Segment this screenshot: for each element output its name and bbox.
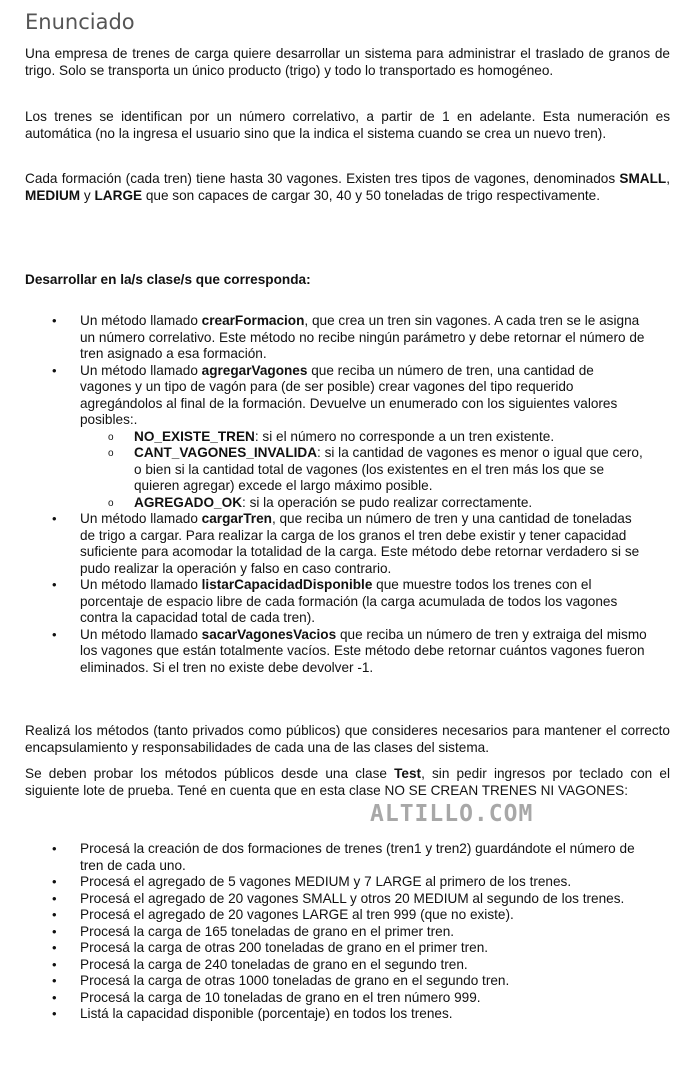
list-item: • Un método llamado sacarVagonesVacios que reciba un número de tren y extraiga del mismo los vagones que están totalmente vacíos. Este método debe retornar cuántos vagones fueron eliminados. Si el tren no existe debe devolver -1.	[0, 627, 648, 677]
section-heading: Desarrollar en la/s clase/s que corresponda:	[25, 272, 311, 287]
list-item: o CANT_VAGONES_INVALIDA: si la cantidad de vagones es menor o igual que cero, o bien si la cantidad total de vagones (los existentes en el tren más los que se quieren agregar) excede el largo máximo posible.	[80, 445, 648, 495]
wagon-types-paragraph: Cada formación (cada tren) tiene hasta 30 vagones. Existen tres tipos de vagones, denominados SMALL, MEDIUM y LARGE que son capaces de cargar 30, 40 y 50 toneladas de trigo respectivamente.	[25, 171, 670, 203]
test-paragraph: Se deben probar los métodos públicos desde una clase Test, sin pedir ingresos por teclado con el siguiente lote de prueba. Tené en cuenta que en esta clase NO SE CREAN TRENES NI VAGONES:	[25, 766, 670, 798]
methods-list	[0, 313, 700, 676]
encapsulation-paragraph: Realizá los métodos (tanto privados como públicos) que consideres necesarios para mantener el correcto encapsulamiento y responsabilidades de cada una de las clases del sistema.	[25, 723, 670, 755]
method-name: agregarVagones	[201, 362, 308, 378]
list-item: • Procesá la carga de 165 toneladas de grano en el primer tren.	[0, 924, 648, 941]
list-item: • Un método llamado cargarTren, que reciba un número de tren y una cantidad de toneladas de trigo a cargar. Para realizar la carga de los granos el tren debe existir y tener capacidad suficiente para acomodar la totalidad de la carga. Este método debe retornar verdadero si se pudo realizar la operación y falso en caso contrario.	[0, 511, 648, 577]
enum-values-list	[80, 429, 648, 512]
small-keyword: SMALL	[619, 171, 667, 186]
list-item: • Procesá el agregado de 20 vagones LARGE al tren 999 (que no existe).	[0, 907, 648, 924]
list-item: o NO_EXISTE_TREN: si el número no corresponde a un tren existente.	[80, 429, 648, 446]
document-title: Enunciado	[25, 10, 135, 34]
method-name: sacarVagonesVacios	[201, 626, 337, 642]
list-item: • Listá la capacidad disponible (porcentaje) en todos los trenes.	[0, 1006, 648, 1023]
numbering-paragraph: Los trenes se identifican por un número correlativo, a partir de 1 en adelante. Esta numeración es automática (no la ingresa el usuario sino que la indica el sistema cuando se crea un nuevo tren).	[25, 109, 670, 141]
list-item: • Un método llamado agregarVagones que reciba un número de tren, una cantidad de vagones y un tipo de vagón para (de ser posible) crear vagones del tipo requerido agregándolos al final de la formación. Devuelve un enumerado con los siguientes valores posibles:. o NO_EXISTE_TREN: si el número no corresponde a un tren existente. o CANT_VAGONES_INVALIDA: si la cantidad de vagones es menor o igual que cero, o bien si la cantidad total de vagones (los existentes en el tren más los que se quieren agregar) excede el largo máximo posible. o AGREGADO_OK: si la operación se pudo realizar correctamente.	[0, 363, 648, 512]
list-item: • Procesá el agregado de 5 vagones MEDIUM y 7 LARGE al primero de los trenes.	[0, 874, 648, 891]
list-item: o AGREGADO_OK: si la operación se pudo realizar correctamente.	[80, 495, 648, 512]
method-name: crearFormacion	[201, 313, 305, 328]
test-cases-list	[0, 841, 700, 1023]
list-item: • Procesá la carga de otras 200 toneladas de grano en el primer tren.	[0, 940, 648, 957]
list-item: • Procesá la carga de otras 1000 toneladas de grano en el segundo tren.	[0, 973, 648, 990]
method-name: cargarTren	[201, 511, 272, 526]
list-item: • Procesá la carga de 10 toneladas de grano en el tren número 999.	[0, 990, 648, 1007]
large-keyword: LARGE	[94, 187, 143, 203]
enum-value: NO_EXISTE_TREN	[134, 428, 255, 444]
list-item: • Procesá la creación de dos formaciones de trenes (tren1 y tren2) guardándote el número de tren de cada uno.	[0, 841, 648, 874]
enum-value: CANT_VAGONES_INVALIDA	[134, 445, 318, 460]
method-name: listarCapacidadDisponible	[201, 577, 373, 592]
medium-keyword: MEDIUM	[25, 187, 81, 203]
list-item: • Un método llamado crearFormacion, que crea un tren sin vagones. A cada tren se le asigna un número correlativo. Este método no recibe ningún parámetro y debe retornar el número de tren asignado a esa formación.	[0, 313, 648, 363]
test-class-name: Test	[394, 766, 422, 781]
list-item: • Procesá el agregado de 20 vagones SMALL y otros 20 MEDIUM al segundo de los trenes.	[0, 891, 648, 908]
enum-value: AGREGADO_OK	[134, 494, 243, 510]
list-item: • Un método llamado listarCapacidadDisponible que muestre todos los trenes con el porcentaje de espacio libre de cada formación (la carga acumulada de todos los vagones contra la capacidad total de cada tren).	[0, 577, 648, 627]
intro-paragraph: Una empresa de trenes de carga quiere desarrollar un sistema para administrar el traslado de granos de trigo. Solo se transporta un único producto (trigo) y todo lo transportado es homogéneo.	[25, 46, 670, 78]
watermark: ALTILLO.COM	[370, 801, 534, 827]
list-item: • Procesá la carga de 240 toneladas de grano en el segundo tren.	[0, 957, 648, 974]
